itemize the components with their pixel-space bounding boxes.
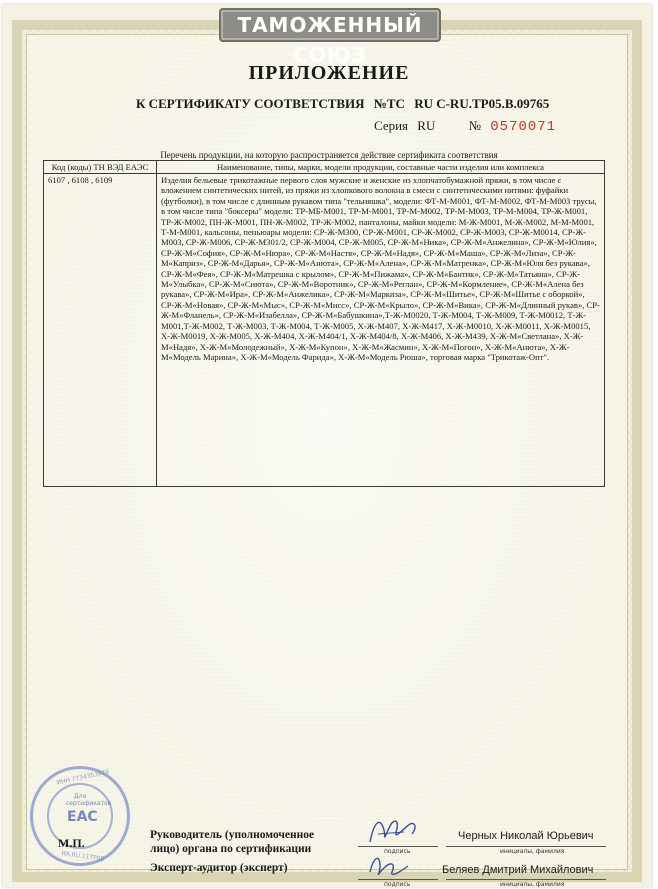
table-caption: Перечень продукции, на которую распространяется действие сертификата соответствия [160,150,498,160]
stamp-arc-top: ИНН 7734353678 [56,768,110,787]
series-label: Серия [374,118,409,133]
cert-number: RU C-RU.ТР05.В.09765 [414,96,550,111]
series-line [374,118,556,135]
certificate-reference [136,96,555,112]
customs-union-banner: ТАМОЖЕННЫЙ СОЮЗ [219,8,441,42]
col-header-description: Наименование, типы, марки, модели продукции, составные части изделия или комплекса [157,161,605,174]
head-signature-line [358,846,438,847]
head-signatory-label [150,828,314,856]
page-title: ПРИЛОЖЕНИЕ [248,62,410,84]
head-label-line1: Руководитель (уполномоченное [150,829,315,841]
eac-emblem: ЕАС [67,809,98,825]
stamp-center-text: Для сертификатов [66,793,112,807]
series-value: RU [417,118,436,133]
head-initials-caption: инициалы, фамилия [500,848,565,855]
expert-signatory-label: Эксперт-аудитор (эксперт) [150,862,288,874]
head-label-line2: лицо) органа по сертификации [150,843,312,855]
hs-codes-cell: 6107 , 6108 , 6109 [44,174,157,487]
cert-no-label: №ТС [373,96,405,111]
product-table [43,160,605,487]
expert-name: Беляев Дмитрий Михайлович [442,864,594,876]
expert-initials-caption: инициалы, фамилия [500,881,565,888]
expert-sign-caption: подпись [384,881,411,888]
head-name-line [446,846,606,847]
table-row [44,174,605,487]
table-header-row [44,161,605,174]
number-label: № [468,118,482,133]
expert-signature [366,852,416,882]
col-header-codes: Код (коды) ТН ВЭД ЕАЭС [44,161,157,174]
product-description-cell: Изделия бельевые трикотажные первого слоя мужские и женские из хлопчатобумажной пряжи, в том числе с вложением синтетических нитей, из пряжи из хлопкового волокна в смеси с синтетическими нитями: фуфайки (футболки), в том числе с длинным рукавом типа "тельняшка", модели: ФТ-М-М001, ФТ-М-М002, ФТ-М-М003 трусы, в том числе типа "боксеры" модели: ТР-МБ-М001, ТР-М-М001, ТР-М-М002, ТР-М-М003, ТР-М-М004, ТР-Ж-М001, ТР-Ж-М002, ПН-Ж-М001, ПН-Ж-М002, ТР-Ж-М002, панталоны, майки модели: М-Ж-М001, М-Ж-М002, М-М-М001, Т-М-М001, кальсоны, пеньюары модели: СР-Ж-М300, СР-Ж-М001, СР-Ж-М002, СР-Ж-М003, СР-Ж-М0014, СР-Ж-М003, СР-Ж-М006, СР-Ж-М301/2, СР-Ж-М004, СР-Ж-М005, СР-Ж-М«Ника», СР-Ж-М«Анжелина», СР-Ж-М«Юлия», СР-Ж-М«София», СР-Ж-М«Нюра», СР-Ж-М«Настя», СР-Ж-М«Надя», СР-Ж-М«Маша», СР-Ж-М«Лиза», СР-Ж-М«Каприз», СР-Ж-М«Дарья», СР-Ж-М«Анюта», СР-Ж-М«Алена», СР-Ж-М«Матренка», СР-Ж-М«Юля без рукава», СР-Ж-М«Фея», СР-Ж-М«Матрешка с крылом», СР-Ж-М«Пижама», СР-Ж-М«Бантик», СР-Ж-М«Татьяна», СР-Ж-М«Улыбка», СР-Ж-М«Сиюта», СР-Ж-М«Воротник», СР-Ж-М«Реглан», СР-Ж-М«Кормление», СР-Ж-М«Алена без рукава», СР-Ж-М«Ира», СР-Ж-М«Анжелика», СР-Ж-М«Маркиза», СР-Ж-М«Шитье», СР-Ж-М«Шитье с оборкой», СР-Ж-М«Новая», СР-Ж-М«Мыс», СР-Ж-М«Мисс», СР-Ж-М«Крыло», СР-Ж-М«Вика», СР-Ж-М«Длинный рукав», СР-Ж-М«Фланель», СР-Ж-М«Изабелла», СР-Ж-М«Бабушкина»,Т-Ж-М0020, Т-Ж-М004, Т-Ж-М009, Т-Ж-М0012, Т-Ж-М001,Т-Ж-М002, Т-Ж-М003, Т-Ж-М004, Т-Ж-М005, Х-Ж-М407, Х-Ж-М417, Х-Ж-М0010, Х-Ж-М0011, Х-Ж-М0015, Х-Ж-М0019, Х-Ж-М005, Х-Ж-М404, Х-Ж-М404/1, Х-Ж-М404/8, Х-Ж-М406, Х-Ж-М439, Х-Ж-М«Светлана», Х-Ж-М«Надя», Х-Ж-М«Молодежный», Х-Ж-М«Купон», Х-Ж-М«Жасмин», Х-Ж-М«Погон», Х-Ж-М«Анюта», Х-Ж-М«Модель Марина», Х-Ж-М«Модель Фарида», Х-Ж-М«Модель Рюша», торговая марка "Трикотаж-Опт". [157,174,605,487]
expert-signature-line [358,879,438,880]
certification-stamp [30,766,130,866]
cert-prefix: К СЕРТИФИКАТУ СООТВЕТСТВИЯ [136,96,365,111]
seal-place-label: М.П. [58,836,85,850]
serial-number: 0570071 [490,119,557,135]
expert-name-line [446,879,606,880]
head-name: Черных Николай Юрьевич [458,830,594,842]
head-sign-caption: подпись [384,848,411,855]
head-signature [364,812,424,848]
stamp-arc-bottom: RA.RU.11ТР05 [61,850,105,863]
